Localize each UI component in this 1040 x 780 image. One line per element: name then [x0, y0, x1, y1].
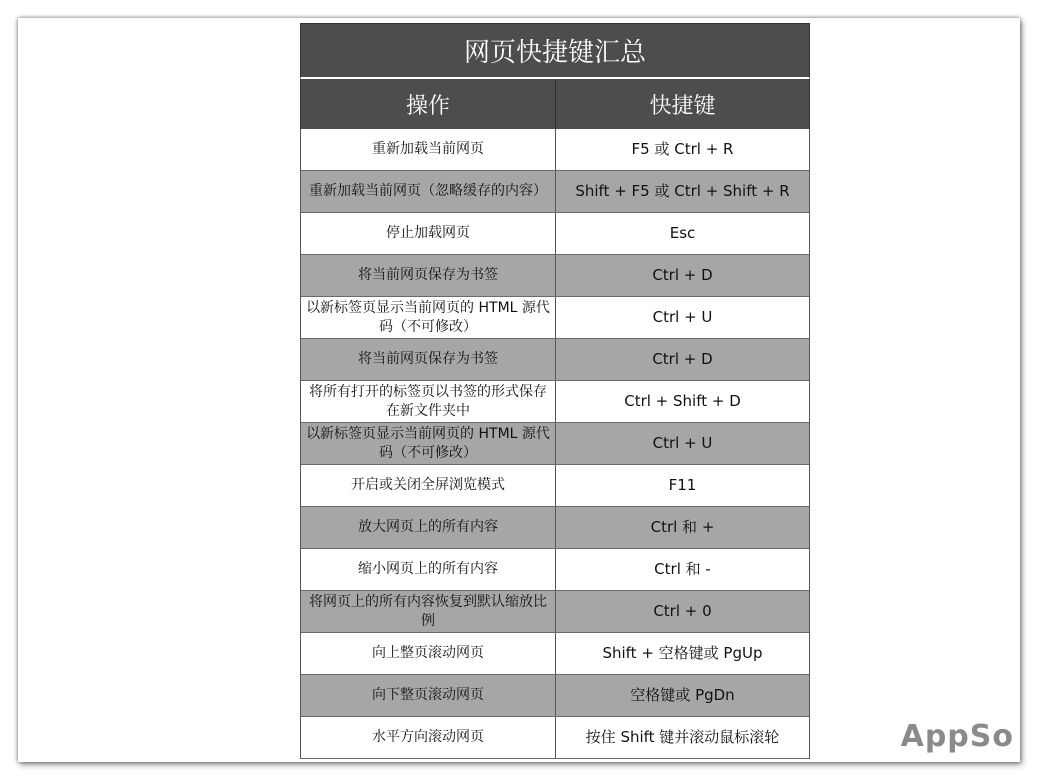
action-cell: 将当前网页保存为书签: [358, 267, 498, 283]
table-row: [301, 129, 809, 171]
table-row: [301, 507, 809, 549]
shortcut-cell: Ctrl 和 -: [555, 549, 809, 590]
table-row: [301, 171, 809, 213]
action-cell: 开启或关闭全屏浏览模式: [351, 477, 505, 493]
appso-logo: AppSo: [900, 719, 1014, 754]
action-cell: 重新加载当前网页: [372, 141, 484, 157]
action-cell: 放大网页上的所有内容: [358, 519, 498, 535]
table-row: [301, 423, 809, 465]
column-header-shortcut: 快捷键: [555, 79, 809, 129]
column-header-action: 操作: [405, 93, 450, 119]
shortcut-cell: Ctrl + 0: [555, 591, 809, 632]
table-body: [300, 129, 810, 759]
shortcut-cell: Ctrl + U: [555, 423, 809, 464]
action-cell: 水平方向滚动网页: [372, 729, 484, 745]
shortcut-cell: 空格键或 PgDn: [555, 675, 809, 716]
table-row: [301, 465, 809, 507]
shortcut-cell: Ctrl + Shift + D: [555, 381, 809, 422]
action-cell: 将当前网页保存为书签: [358, 351, 498, 367]
shortcut-cell: F11: [555, 465, 809, 506]
shortcut-cell: Ctrl 和 +: [555, 507, 809, 548]
shortcut-cell: Shift + 空格键或 PgUp: [555, 633, 809, 674]
shortcut-cell: F5 或 Ctrl + R: [555, 129, 809, 170]
action-cell: 重新加载当前网页（忽略缓存的内容）: [309, 183, 547, 199]
table-row: [301, 255, 809, 297]
shortcut-cell: 按住 Shift 键并滚动鼠标滚轮: [555, 717, 809, 758]
shortcut-table: [300, 23, 810, 759]
action-cell: 将所有打开的标签页以书签的形式保存在新文件夹中: [309, 383, 547, 419]
action-cell: 停止加载网页: [386, 225, 470, 241]
table-row: [301, 549, 809, 591]
action-cell: 向上整页滚动网页: [372, 645, 484, 661]
table-row: [301, 213, 809, 255]
table-row: [301, 339, 809, 381]
table-row: [301, 717, 809, 759]
table-title: 网页快捷键汇总: [300, 23, 810, 79]
table-row: [301, 591, 809, 633]
table-header-row: [300, 79, 810, 129]
document-page: [18, 18, 1020, 762]
action-cell: 以新标签页显示当前网页的 HTML 源代码（不可修改）: [306, 425, 550, 461]
table-row: [301, 381, 809, 423]
action-cell: 以新标签页显示当前网页的 HTML 源代码（不可修改）: [306, 299, 550, 335]
shortcut-cell: Shift + F5 或 Ctrl + Shift + R: [555, 171, 809, 212]
action-cell: 缩小网页上的所有内容: [358, 561, 498, 577]
table-row: [301, 297, 809, 339]
action-cell: 将网页上的所有内容恢复到默认缩放比例: [309, 593, 547, 629]
shortcut-cell: Ctrl + U: [555, 297, 809, 338]
shortcut-cell: Ctrl + D: [555, 255, 809, 296]
shortcut-cell: Ctrl + D: [555, 339, 809, 380]
action-cell: 向下整页滚动网页: [372, 687, 484, 703]
table-row: [301, 675, 809, 717]
shortcut-cell: Esc: [555, 213, 809, 254]
table-row: [301, 633, 809, 675]
